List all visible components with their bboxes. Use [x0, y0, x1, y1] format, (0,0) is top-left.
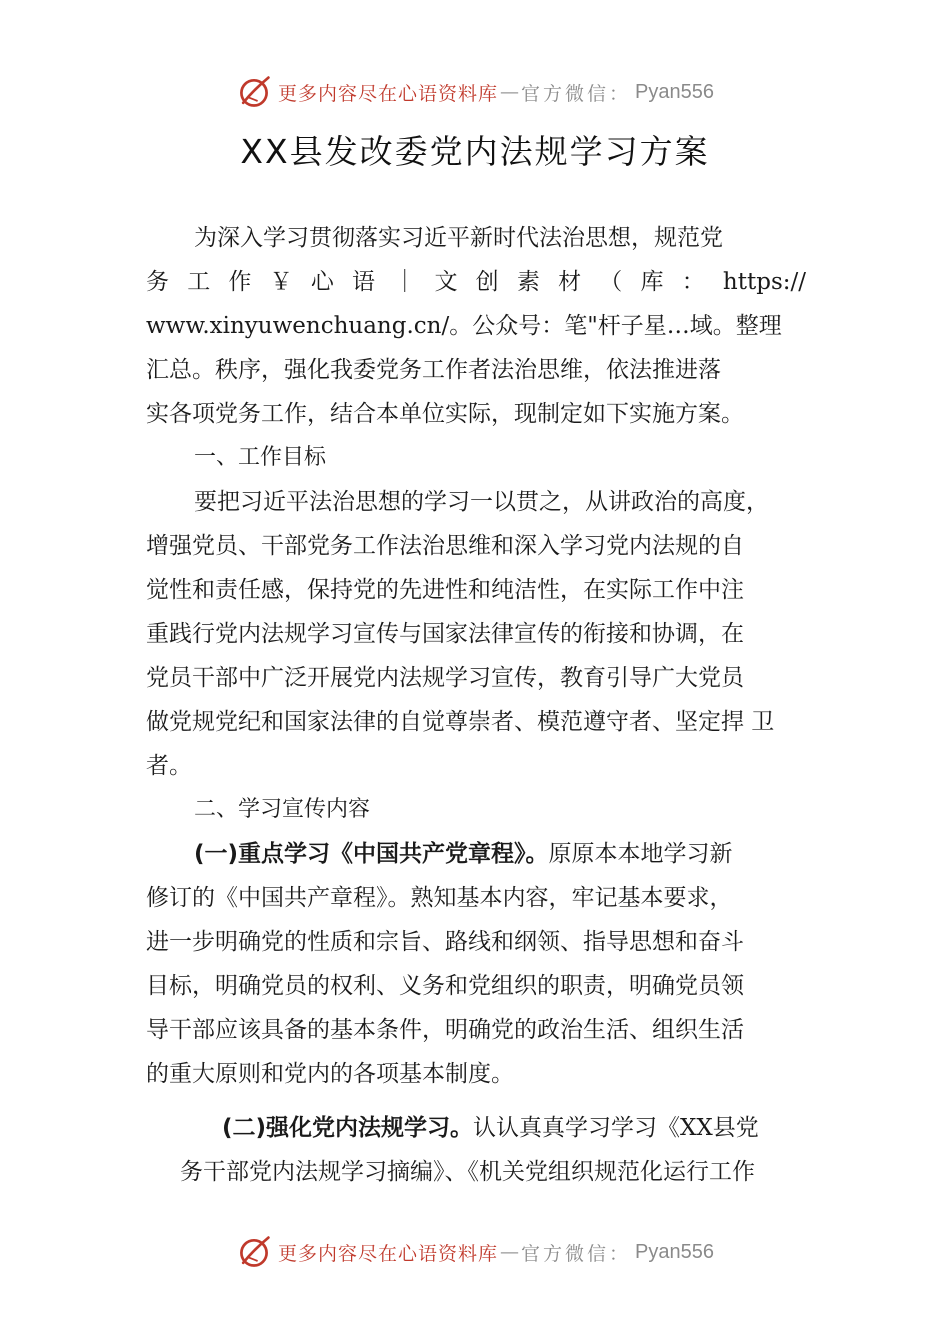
intro-line-2: 务 工 作 ￥ 心 语 ｜ 文 创 素 材 （ 库 ： https://: [146, 269, 806, 295]
goals-line-5: 党员干部中广泛开展党内法规学习宣传，教育引导广大党员: [146, 665, 744, 691]
item-2-first-line: [146, 1106, 806, 1150]
goals-line-6: 做党规党纪和国家法律的自觉尊崇者、模范遵守者、坚定捍 卫: [146, 709, 775, 735]
goals-line-7: 者。: [146, 753, 192, 779]
watermark-banner-top: [0, 72, 950, 112]
paragraph-gap: [146, 1096, 806, 1106]
document-title: XX县发改委党内法规学习方案: [240, 132, 710, 171]
item-2-first-rest: 认认真真学习学习《XX县党: [473, 1115, 759, 1141]
brush-logo-icon: [236, 1234, 272, 1270]
item-1-heading: (一)重点学习《中国共产党章程》。: [194, 841, 549, 867]
banner-slogan: 更多内容尽在心语资料库: [278, 1242, 499, 1265]
banner-wechat-label: 官方微信：: [521, 82, 632, 105]
document-body: [146, 216, 806, 1194]
banner-wechat-label: 官方微信：: [521, 1242, 632, 1265]
brush-logo-icon: [236, 74, 272, 110]
goals-line-1: 要把习近平法治思想的学习一以贯之，从讲政治的高度，: [194, 489, 769, 515]
banner-wechat-id: Pyan556: [635, 80, 714, 103]
banner-dash: —: [500, 1241, 520, 1263]
intro-line-3: www.xinyuwenchuang.cn/。公众号：笔"杆子星…域。整理: [146, 313, 782, 339]
item-2-line-2: 务干部党内法规学习摘编》、《机关党组织规范化运行工作: [180, 1159, 755, 1185]
item-1-line-3: 进一步明确党的性质和宗旨、路线和纲领、指导思想和奋斗: [146, 929, 744, 955]
banner-slogan: 更多内容尽在心语资料库: [278, 82, 499, 105]
banner-dash: —: [500, 81, 520, 103]
item-1-first-rest: 原原本本地学习新: [548, 841, 733, 867]
item-1-first-line: [146, 832, 806, 876]
intro-line-4: 汇总。秩序，强化我委党务工作者法治思维，依法推进落: [146, 357, 721, 383]
section-heading-content: 二、学习宣传内容: [194, 797, 371, 822]
item-1-line-6: 的重大原则和党内的各项基本制度。: [146, 1061, 514, 1087]
intro-line-5: 实各项党务工作，结合本单位实际，现制定如下实施方案。: [146, 401, 744, 427]
item-1-line-5: 导干部应该具备的基本条件，明确党的政治生活、组织生活: [146, 1017, 744, 1043]
item-1-line-4: 目标，明确党员的权利、义务和党组织的职责，明确党员领: [146, 973, 744, 999]
item-2-heading: (二)强化党内法规学习。: [222, 1115, 474, 1141]
section-heading-goals: 一、工作目标: [194, 445, 327, 470]
goals-line-2: 增强党员、干部党务工作法治思维和深入学习党内法规的自: [146, 533, 744, 559]
item-1-line-2: 修订的《中国共产章程》。熟知基本内容，牢记基本要求，: [146, 885, 733, 911]
goals-line-4: 重践行党内法规学习宣传与国家法律宣传的衔接和协调，在: [146, 621, 744, 647]
banner-wechat-id: Pyan556: [635, 1240, 714, 1263]
goals-line-3: 觉性和责任感，保持党的先进性和纯洁性，在实际工作中注: [146, 577, 744, 603]
watermark-banner-bottom: [0, 1232, 950, 1272]
intro-line-1: 为深入学习贯彻落实习近平新时代法治思想，规范党: [194, 225, 723, 251]
